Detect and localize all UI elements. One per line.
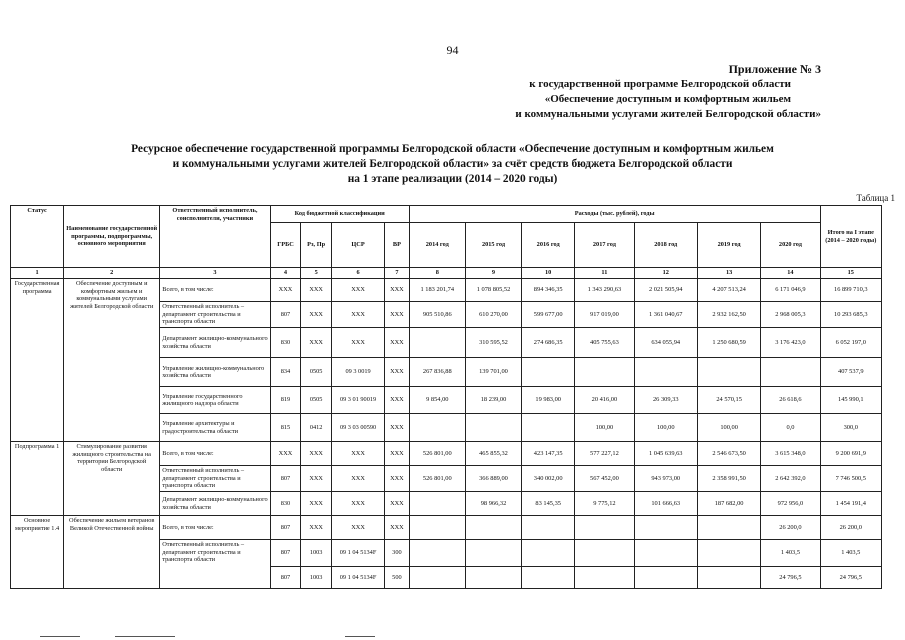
row-code-grbs: 807 bbox=[270, 302, 301, 328]
row-executor: Управление жилищно-коммунального хозяйства области bbox=[160, 358, 270, 387]
row-amount-y2016: 340 002,00 bbox=[522, 466, 575, 492]
header-csr: ЦСР bbox=[331, 223, 384, 268]
header-grbs: ГРБС bbox=[270, 223, 301, 268]
row-amount-y2019 bbox=[697, 567, 760, 589]
row-code-vr: XXX bbox=[385, 414, 410, 442]
row-code-csr: 09 1 04 5134F bbox=[331, 567, 384, 589]
row-amount-y2015: 1 078 805,52 bbox=[465, 279, 521, 302]
appendix-line: и коммунальными услугами жителей Белгородской области» bbox=[515, 108, 821, 120]
column-number: 14 bbox=[761, 268, 820, 279]
row-code-rzpr: 0412 bbox=[301, 414, 332, 442]
row-amount-total: 7 746 500,5 bbox=[820, 466, 881, 492]
row-amount-y2015: 610 270,00 bbox=[465, 302, 521, 328]
table-body bbox=[11, 279, 882, 589]
row-code-vr: XXX bbox=[385, 516, 410, 540]
row-code-csr: 09 3 03 00590 bbox=[331, 414, 384, 442]
row-amount-y2014 bbox=[409, 492, 465, 516]
row-code-grbs: 807 bbox=[270, 540, 301, 567]
row-code-rzpr: XXX bbox=[301, 279, 332, 302]
column-number: 3 bbox=[160, 268, 270, 279]
row-code-grbs: 830 bbox=[270, 492, 301, 516]
row-code-csr: XXX bbox=[331, 302, 384, 328]
row-amount-y2019: 100,00 bbox=[697, 414, 760, 442]
row-amount-total: 407 537,9 bbox=[820, 358, 881, 387]
column-number: 13 bbox=[697, 268, 760, 279]
row-amount-total: 9 200 691,9 bbox=[820, 442, 881, 466]
header-2017: 2017 год bbox=[575, 223, 634, 268]
row-executor: Всего, в том числе: bbox=[160, 279, 270, 302]
row-amount-y2020: 1 403,5 bbox=[761, 540, 820, 567]
row-amount-y2016: 599 677,00 bbox=[522, 302, 575, 328]
row-amount-y2016 bbox=[522, 567, 575, 589]
row-amount-y2018: 101 666,63 bbox=[634, 492, 697, 516]
column-number: 10 bbox=[522, 268, 575, 279]
row-amount-y2017 bbox=[575, 358, 634, 387]
row-amount-y2018: 943 973,00 bbox=[634, 466, 697, 492]
row-amount-y2020: 26 200,0 bbox=[761, 516, 820, 540]
row-code-vr: 300 bbox=[385, 540, 410, 567]
table-caption: Таблица 1 bbox=[856, 193, 895, 203]
row-code-grbs: 807 bbox=[270, 516, 301, 540]
row-amount-total: 16 899 710,3 bbox=[820, 279, 881, 302]
row-executor: Управление государственного жилищного надзора области bbox=[160, 387, 270, 414]
row-amount-y2020: 2 642 392,0 bbox=[761, 466, 820, 492]
row-code-vr: XXX bbox=[385, 492, 410, 516]
row-amount-total: 145 990,1 bbox=[820, 387, 881, 414]
appendix-line: к государственной программе Белгородской области bbox=[529, 78, 791, 90]
row-amount-y2015 bbox=[465, 516, 521, 540]
row-code-grbs: 819 bbox=[270, 387, 301, 414]
row-code-csr: 09 1 04 5134F bbox=[331, 540, 384, 567]
row-amount-y2016: 274 686,35 bbox=[522, 328, 575, 358]
title-line: и коммунальными услугами жителей Белгородской области» за счёт средств бюджета Белгородской области bbox=[172, 158, 733, 170]
column-number: 2 bbox=[64, 268, 160, 279]
table-row bbox=[11, 442, 882, 466]
column-number: 5 bbox=[301, 268, 332, 279]
row-status: Государственная программа bbox=[11, 279, 64, 442]
row-code-rzpr: XXX bbox=[301, 442, 332, 466]
row-amount-y2016: 894 346,35 bbox=[522, 279, 575, 302]
row-amount-y2020: 6 171 046,9 bbox=[761, 279, 820, 302]
row-amount-y2015 bbox=[465, 540, 521, 567]
row-amount-y2015: 366 889,00 bbox=[465, 466, 521, 492]
header-budget-code: Код бюджетной классификации bbox=[270, 206, 409, 223]
bottom-rule bbox=[115, 636, 175, 637]
row-amount-y2019 bbox=[697, 516, 760, 540]
row-code-vr: XXX bbox=[385, 279, 410, 302]
column-number: 1 bbox=[11, 268, 64, 279]
row-amount-y2018: 1 361 040,67 bbox=[634, 302, 697, 328]
row-code-vr: XXX bbox=[385, 387, 410, 414]
header-2014: 2014 год bbox=[409, 223, 465, 268]
row-amount-y2019: 1 250 680,59 bbox=[697, 328, 760, 358]
row-amount-y2020 bbox=[761, 358, 820, 387]
header-expenses: Расходы (тыс. рублей), годы bbox=[409, 206, 820, 223]
row-amount-y2016 bbox=[522, 516, 575, 540]
row-amount-y2016: 423 147,35 bbox=[522, 442, 575, 466]
row-code-rzpr: 0505 bbox=[301, 358, 332, 387]
row-code-vr: XXX bbox=[385, 328, 410, 358]
row-code-rzpr: XXX bbox=[301, 466, 332, 492]
row-code-csr: 09 3 0019 bbox=[331, 358, 384, 387]
row-amount-y2017 bbox=[575, 567, 634, 589]
document-title bbox=[80, 142, 825, 187]
column-number: 12 bbox=[634, 268, 697, 279]
column-number: 6 bbox=[331, 268, 384, 279]
row-amount-y2014 bbox=[409, 540, 465, 567]
header-2020: 2020 год bbox=[761, 223, 820, 268]
row-code-vr: XXX bbox=[385, 442, 410, 466]
row-amount-total: 6 052 197,0 bbox=[820, 328, 881, 358]
row-amount-y2017: 100,00 bbox=[575, 414, 634, 442]
row-amount-y2014 bbox=[409, 328, 465, 358]
row-program-name: Стимулирование развития жилищного строительства на территории Белгородской области bbox=[64, 442, 160, 516]
row-code-vr: 500 bbox=[385, 567, 410, 589]
row-executor: Ответственный исполнитель – департамент строительства и транспорта области bbox=[160, 540, 270, 589]
row-code-csr: XXX bbox=[331, 279, 384, 302]
row-amount-y2016: 83 145,35 bbox=[522, 492, 575, 516]
title-line: на 1 этапе реализации (2014 – 2020 годы) bbox=[347, 173, 558, 185]
header-status: Статус bbox=[11, 206, 64, 268]
row-amount-y2019: 2 932 162,50 bbox=[697, 302, 760, 328]
row-executor: Всего, в том числе: bbox=[160, 442, 270, 466]
row-amount-y2019: 187 682,00 bbox=[697, 492, 760, 516]
header-rzpr: Рз, Пр bbox=[301, 223, 332, 268]
row-code-vr: XXX bbox=[385, 466, 410, 492]
row-amount-total: 10 293 685,3 bbox=[820, 302, 881, 328]
column-number-row bbox=[11, 268, 882, 279]
row-program-name: Обеспечение жильем ветеранов Великой Отечественной войны bbox=[64, 516, 160, 589]
row-status: Подпрограмма 1 bbox=[11, 442, 64, 516]
row-amount-y2018 bbox=[634, 516, 697, 540]
column-number: 8 bbox=[409, 268, 465, 279]
row-code-grbs: XXX bbox=[270, 442, 301, 466]
row-amount-y2017: 9 775,12 bbox=[575, 492, 634, 516]
row-amount-y2016 bbox=[522, 540, 575, 567]
row-amount-y2020: 24 796,5 bbox=[761, 567, 820, 589]
row-status: Основное мероприятие 1.4 bbox=[11, 516, 64, 589]
row-code-rzpr: XXX bbox=[301, 492, 332, 516]
row-amount-y2016 bbox=[522, 414, 575, 442]
row-executor: Ответственный исполнитель – департамент строительства и транспорта области bbox=[160, 466, 270, 492]
row-program-name: Обеспечение доступным и комфортным жильем и коммунальными услугами жителей Белгородской области bbox=[64, 279, 160, 442]
column-number: 7 bbox=[385, 268, 410, 279]
row-amount-y2018: 100,00 bbox=[634, 414, 697, 442]
row-code-grbs: 830 bbox=[270, 328, 301, 358]
row-code-csr: XXX bbox=[331, 442, 384, 466]
row-amount-y2017: 405 755,63 bbox=[575, 328, 634, 358]
row-amount-y2014 bbox=[409, 567, 465, 589]
header-2018: 2018 год bbox=[634, 223, 697, 268]
row-amount-y2017: 567 452,00 bbox=[575, 466, 634, 492]
row-amount-y2017 bbox=[575, 516, 634, 540]
page-number: 94 bbox=[446, 43, 459, 57]
row-code-csr: XXX bbox=[331, 492, 384, 516]
row-amount-total: 26 200,0 bbox=[820, 516, 881, 540]
row-code-rzpr: XXX bbox=[301, 302, 332, 328]
bottom-rule bbox=[345, 636, 375, 637]
row-amount-y2019: 24 570,15 bbox=[697, 387, 760, 414]
row-code-csr: 09 3 01 90019 bbox=[331, 387, 384, 414]
row-executor: Департамент жилищно-коммунального хозяйства области bbox=[160, 492, 270, 516]
row-amount-y2014 bbox=[409, 414, 465, 442]
appendix-line: «Обеспечение доступным и комфортным жильем bbox=[544, 93, 791, 105]
row-amount-y2018: 634 055,94 bbox=[634, 328, 697, 358]
column-number: 4 bbox=[270, 268, 301, 279]
row-executor: Ответственный исполнитель – департамент строительства и транспорта области bbox=[160, 302, 270, 328]
row-amount-y2014: 526 801,00 bbox=[409, 466, 465, 492]
row-amount-y2020: 3 176 423,0 bbox=[761, 328, 820, 358]
row-code-rzpr: 1003 bbox=[301, 567, 332, 589]
header-2016: 2016 год bbox=[522, 223, 575, 268]
bottom-rule bbox=[40, 636, 80, 637]
row-code-grbs: 807 bbox=[270, 466, 301, 492]
column-number: 15 bbox=[820, 268, 881, 279]
row-amount-y2015: 465 855,32 bbox=[465, 442, 521, 466]
header-2015: 2015 год bbox=[465, 223, 521, 268]
header-2019: 2019 год bbox=[697, 223, 760, 268]
row-amount-y2018 bbox=[634, 540, 697, 567]
row-amount-y2019 bbox=[697, 540, 760, 567]
row-amount-y2020: 3 615 348,0 bbox=[761, 442, 820, 466]
row-amount-y2017: 20 416,00 bbox=[575, 387, 634, 414]
row-amount-y2018: 2 021 505,94 bbox=[634, 279, 697, 302]
row-amount-y2020: 26 618,6 bbox=[761, 387, 820, 414]
row-amount-y2017 bbox=[575, 540, 634, 567]
row-code-vr: XXX bbox=[385, 358, 410, 387]
row-amount-y2014: 905 510,86 bbox=[409, 302, 465, 328]
row-code-grbs: 834 bbox=[270, 358, 301, 387]
row-amount-y2018 bbox=[634, 567, 697, 589]
row-amount-y2014: 526 801,00 bbox=[409, 442, 465, 466]
row-amount-total: 300,0 bbox=[820, 414, 881, 442]
row-amount-y2019: 2 546 673,50 bbox=[697, 442, 760, 466]
row-amount-total: 1 454 191,4 bbox=[820, 492, 881, 516]
row-amount-total: 1 403,5 bbox=[820, 540, 881, 567]
row-code-rzpr: 1003 bbox=[301, 540, 332, 567]
row-amount-y2014 bbox=[409, 516, 465, 540]
row-amount-y2019: 4 207 513,24 bbox=[697, 279, 760, 302]
appendix-header bbox=[515, 62, 821, 122]
table-row bbox=[11, 279, 882, 302]
table-row bbox=[11, 516, 882, 540]
column-number: 9 bbox=[465, 268, 521, 279]
row-amount-y2015: 139 701,00 bbox=[465, 358, 521, 387]
row-amount-total: 24 796,5 bbox=[820, 567, 881, 589]
row-executor: Департамент жилищно-коммунального хозяйства области bbox=[160, 328, 270, 358]
column-number: 11 bbox=[575, 268, 634, 279]
row-amount-y2019: 2 358 991,50 bbox=[697, 466, 760, 492]
row-code-rzpr: XXX bbox=[301, 328, 332, 358]
row-amount-y2014: 267 836,88 bbox=[409, 358, 465, 387]
row-amount-y2015 bbox=[465, 414, 521, 442]
row-code-grbs: 807 bbox=[270, 567, 301, 589]
row-amount-y2015: 18 239,00 bbox=[465, 387, 521, 414]
row-code-rzpr: XXX bbox=[301, 516, 332, 540]
header-name: Наименование государственной программы, подпрограммы, основного мероприятия bbox=[64, 206, 160, 268]
header-total: Итого на I этапе (2014 – 2020 годы) bbox=[820, 206, 881, 268]
row-amount-y2020: 2 968 005,3 bbox=[761, 302, 820, 328]
row-amount-y2020: 972 956,0 bbox=[761, 492, 820, 516]
row-amount-y2015: 310 595,52 bbox=[465, 328, 521, 358]
row-amount-y2018: 1 045 639,63 bbox=[634, 442, 697, 466]
row-amount-y2018 bbox=[634, 358, 697, 387]
row-amount-y2014: 9 854,00 bbox=[409, 387, 465, 414]
row-amount-y2017: 577 227,12 bbox=[575, 442, 634, 466]
row-amount-y2015: 98 966,32 bbox=[465, 492, 521, 516]
row-amount-y2016 bbox=[522, 358, 575, 387]
row-amount-y2018: 26 309,33 bbox=[634, 387, 697, 414]
row-executor: Управление архитектуры и градостроительства области bbox=[160, 414, 270, 442]
row-code-csr: XXX bbox=[331, 328, 384, 358]
row-code-grbs: XXX bbox=[270, 279, 301, 302]
row-amount-y2020: 0,0 bbox=[761, 414, 820, 442]
row-code-rzpr: 0505 bbox=[301, 387, 332, 414]
appendix-number: Приложение № 3 bbox=[728, 62, 821, 76]
header-executor: Ответственный исполнитель, соисполнители, участники bbox=[160, 206, 270, 268]
header-vr: ВР bbox=[385, 223, 410, 268]
row-amount-y2016: 19 983,00 bbox=[522, 387, 575, 414]
row-executor: Всего, в том числе: bbox=[160, 516, 270, 540]
row-amount-y2019 bbox=[697, 358, 760, 387]
row-code-vr: XXX bbox=[385, 302, 410, 328]
row-code-grbs: 815 bbox=[270, 414, 301, 442]
row-amount-y2015 bbox=[465, 567, 521, 589]
row-amount-y2017: 1 343 290,63 bbox=[575, 279, 634, 302]
row-amount-y2014: 1 183 201,74 bbox=[409, 279, 465, 302]
row-code-csr: XXX bbox=[331, 466, 384, 492]
row-code-csr: XXX bbox=[331, 516, 384, 540]
title-line: Ресурсное обеспечение государственной программы Белгородской области «Обеспечение доступным и комфортным жильем bbox=[131, 143, 774, 155]
row-amount-y2017: 917 019,00 bbox=[575, 302, 634, 328]
budget-table bbox=[10, 205, 882, 589]
